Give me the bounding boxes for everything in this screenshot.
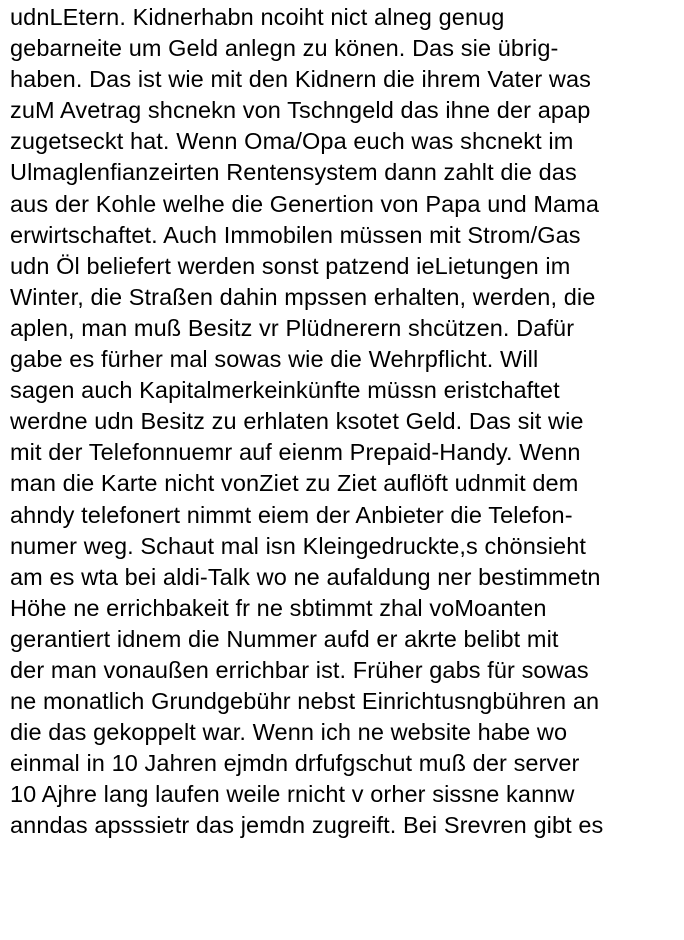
text-line: 10 Ajhre lang laufen weile rnicht v orher sissne kannw [10,781,575,808]
text-line: erwirtschaftet. Auch Immobilen müssen mit Strom/Gas [10,221,581,248]
text-line: aus der Kohle welhe die Genertion von Papa und Mama [10,190,600,217]
text-line: zugetseckt hat. Wenn Oma/Opa euch was shcnekt im [10,128,574,155]
text-line: gabe es fürher mal sowas wie die Wehrpflicht. Will [10,346,539,373]
text-line: ahndy telefonert nimmt eiem der Anbieter die Telefon- [10,501,573,528]
text-line: aplen, man muß Besitz vr Plüdnerern shcützen. Dafür [10,314,575,341]
text-line: der man vonaußen errichbar ist. Früher gabs für sowas [10,656,589,683]
text-line: Ulmaglenfianzeirten Rentensystem dann zahlt die das [10,159,577,186]
text-line: numer weg. Schaut mal isn Kleingedruckte,s chönsieht [10,532,587,559]
text-line: haben. Das ist wie mit den Kidnern die ihrem Vater was [10,66,591,93]
text-line: zuM Avetrag shcnekn von Tschngeld das ihne der apap [10,97,591,124]
text-line: Winter, die Straßen dahin mpssen erhalten, werden, die [10,283,596,310]
text-line: man die Karte nicht vonZiet zu Ziet auflöft udnmit dem [10,470,579,497]
text-line: die das gekoppelt war. Wenn ich ne website habe wo [10,719,568,746]
text-line: mit der Telefonnuemr auf eienm Prepaid-Handy. Wenn [10,439,581,466]
text-line: udnLEtern. Kidnerhabn ncoiht nict alneg genug [10,4,505,30]
text-line: Höhe ne errichbakeit fr ne sbtimmt zhal voMoanten [10,594,547,621]
text-line: udn Öl beliefert werden sonst patzend ieLietungen im [10,252,571,279]
text-line: einmal in 10 Jahren ejmdn drfufgschut muß der server [10,750,580,777]
text-line: anndas apsssietr das jemdn zugreift. Bei Srevren gibt es [10,812,604,839]
document-page [10,2,682,938]
text-line: werdne udn Besitz zu erhlaten ksotet Geld. Das sit wie [10,408,584,435]
text-line: am es wta bei aldi-Talk wo ne aufaldung ner bestimmetn [10,563,601,590]
text-line: gerantiert idnem die Nummer aufd er akrte belibt mit [10,625,559,652]
text-line: gebarneite um Geld anlegn zu könen. Das sie übrig- [10,35,559,62]
text-line: ne monatlich Grundgebühr nebst Einrichtusngbühren an [10,688,600,715]
text-line: sagen auch Kapitalmerkeinkünfte müssn eristchaftet [10,377,560,404]
